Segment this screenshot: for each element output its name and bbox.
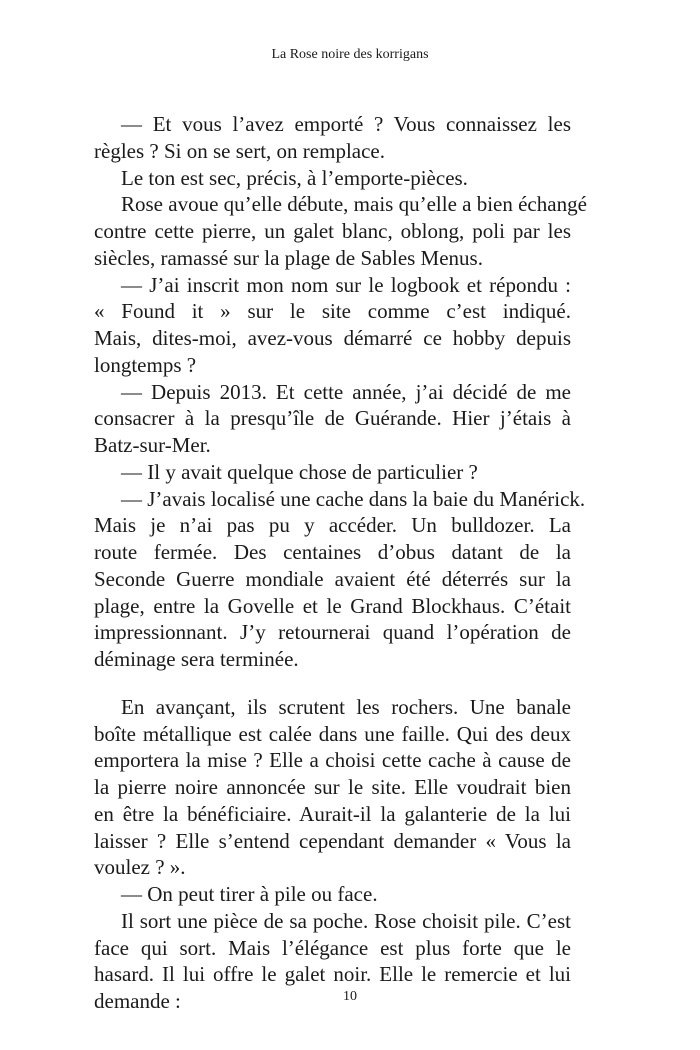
body-text — [94, 111, 587, 1015]
text-line: laisser ? Elle s’entend cependant demander « Vous la — [94, 828, 571, 853]
text-line: Batz-sur-Mer. — [94, 433, 211, 457]
paragraph — [94, 272, 571, 379]
paragraph — [94, 486, 586, 673]
text-line: demande : — [94, 989, 181, 1013]
text-line: « Found it » sur le site comme c’est indiqué. — [94, 299, 571, 324]
text-line: Mais, dites-moi, avez-vous démarré ce hobby depuis — [94, 326, 571, 350]
text-line: plage, entre la Govelle et le Grand Blockhaus. C’était — [94, 593, 571, 618]
running-header: La Rose noire des korrigans — [271, 47, 429, 62]
text-line: impressionnant. J’y retournerai quand l’opération de — [94, 620, 571, 645]
text-line: Rose avoue qu’elle débute, mais qu’elle a bien échangé — [121, 192, 587, 217]
text-line: Il sort une pièce de sa poche. Rose choisit pile. C’est — [121, 908, 571, 933]
text-line: — J’ai inscrit mon nom sur le logbook et répondu : — [121, 272, 571, 297]
paragraph — [94, 694, 571, 881]
text-line: Mais je n’ai pas pu y accéder. Un bulldozer. La — [94, 513, 571, 538]
text-line: longtemps ? — [94, 352, 197, 377]
section-break — [94, 673, 571, 694]
text-line: hasard. Il lui offre le galet noir. Elle le remercie et lui — [94, 962, 571, 987]
page-number: 10 — [343, 989, 357, 1004]
text-line: — Depuis 2013. Et cette année, j’ai décidé de me — [121, 379, 571, 404]
text-line: règles ? Si on se sert, on remplace. — [94, 138, 385, 163]
text-line: contre cette pierre, un galet blanc, oblong, poli par les — [94, 219, 571, 243]
text-line: voulez ? ». — [94, 855, 186, 880]
paragraph — [94, 165, 571, 192]
text-line: la pierre noire annoncée sur le site. Elle voudrait bien — [94, 775, 571, 799]
text-line: — Il y avait quelque chose de particulier ? — [121, 459, 478, 484]
text-line: — Et vous l’avez emporté ? Vous connaissez les — [121, 112, 571, 136]
text-line: siècles, ramassé sur la plage de Sables Menus. — [94, 245, 483, 270]
paragraph — [94, 191, 587, 271]
paragraph — [94, 881, 571, 908]
text-line: route fermée. Des centaines d’obus datant de la — [94, 540, 571, 564]
text-line: Le ton est sec, précis, à l’emporte-pièces. — [121, 165, 468, 190]
text-line: — On peut tirer à pile ou face. — [121, 882, 378, 906]
text-line: emportera la mise ? Elle a choisi cette cache à cause de — [94, 748, 571, 773]
text-line: face qui sort. Mais l’élégance est plus forte que le — [94, 935, 571, 960]
paragraph — [94, 111, 571, 165]
text-line: — J’avais localisé une cache dans la baie du Manérick. — [121, 486, 586, 511]
text-line: En avançant, ils scrutent les rochers. Une banale — [121, 694, 571, 719]
text-line: Seconde Guerre mondiale avaient été déterrés sur la — [94, 566, 571, 591]
text-line: boîte métallique est calée dans une faille. Qui des deux — [94, 721, 571, 746]
paragraph — [94, 379, 571, 459]
text-line: en être la bénéficiaire. Aurait-il la galanterie de la lui — [94, 801, 571, 826]
paragraph — [94, 459, 571, 486]
text-line: déminage sera terminée. — [94, 647, 299, 671]
text-line: consacrer à la presqu’île de Guérande. Hier j’étais à — [94, 406, 571, 431]
